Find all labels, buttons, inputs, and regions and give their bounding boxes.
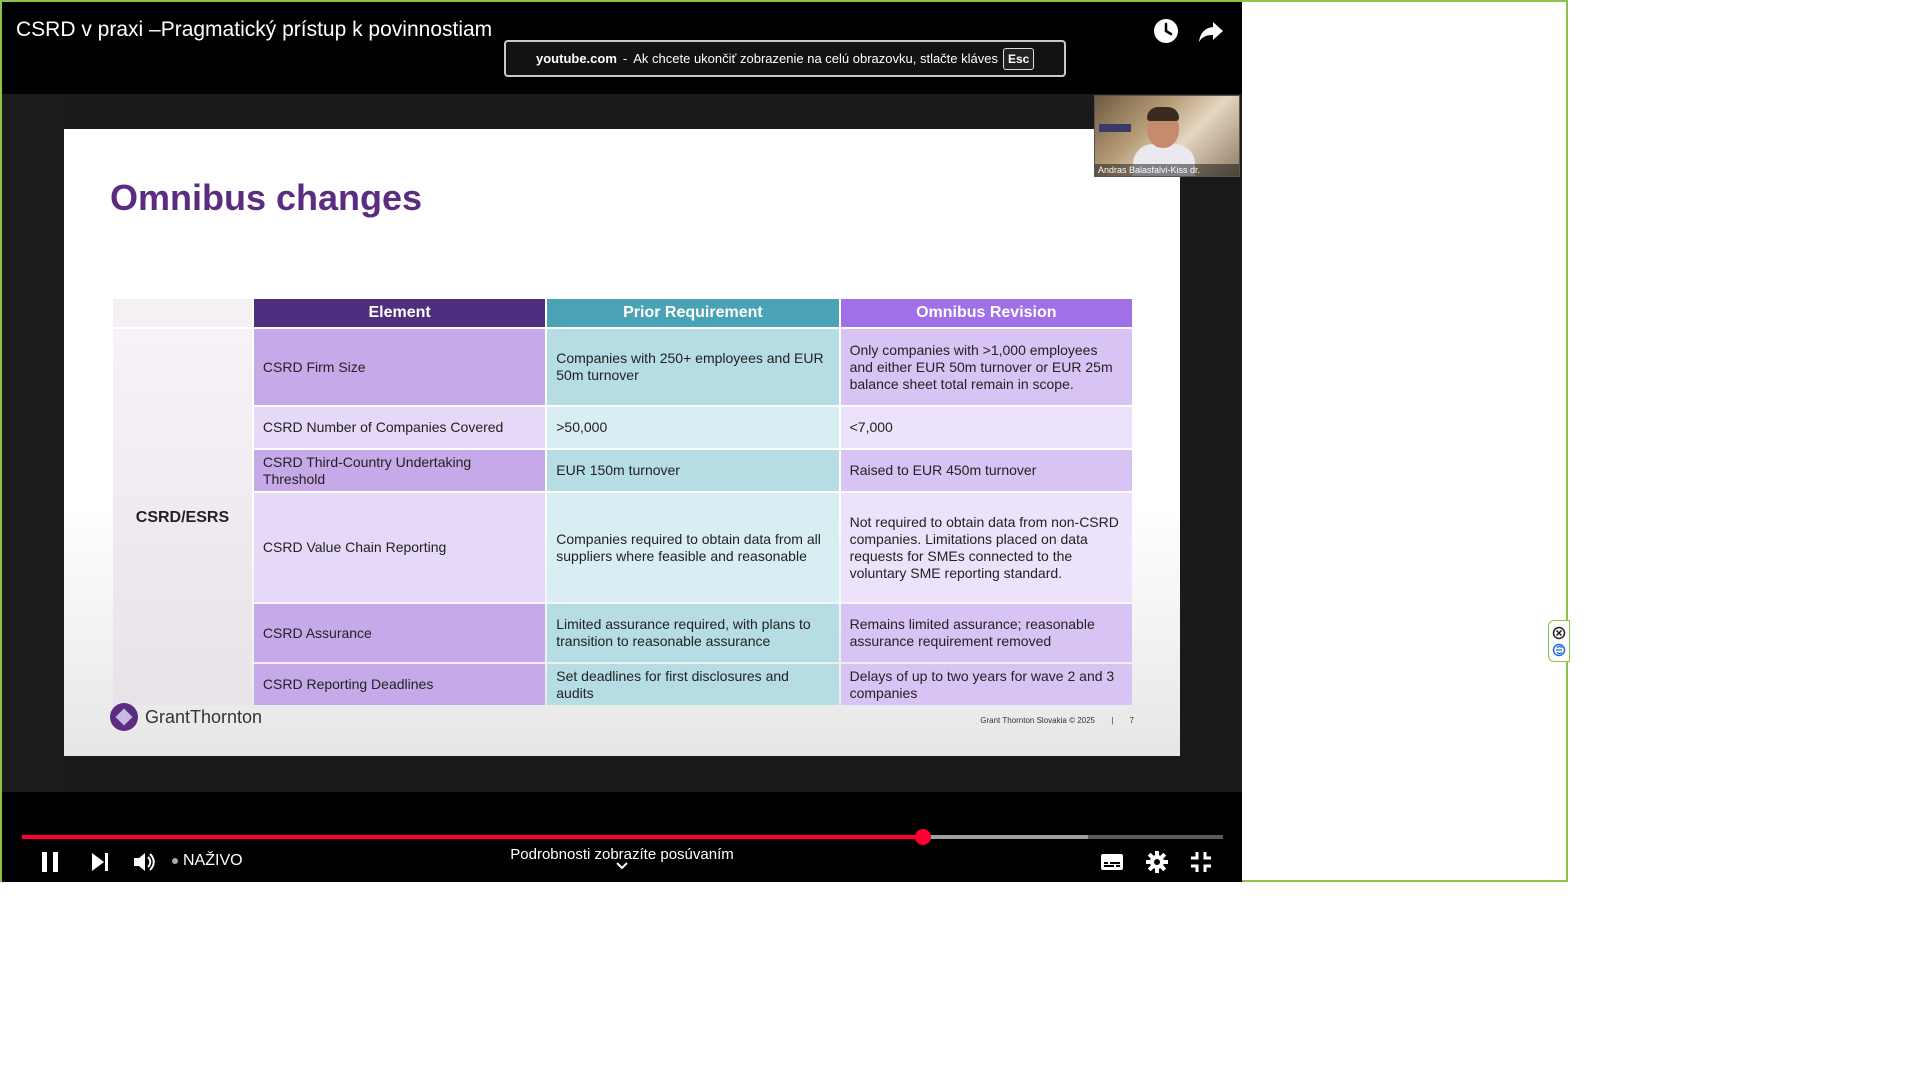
speaker-hair [1147,107,1179,121]
table-header-row [113,299,1132,327]
slide-footer [980,716,1134,725]
extension-icon [1554,645,1565,656]
volume-button[interactable] [130,848,158,876]
notice-message: Ak chcete ukončiť zobrazenie na celú obrazovku, stlačte kláves [633,51,998,66]
header-blank [113,299,252,327]
esc-key: Esc [1003,48,1034,70]
revision-cell: Raised to EUR 450m turnover [841,450,1132,491]
prior-cell: EUR 150m turnover [547,450,838,491]
notice-separator: - [622,51,628,66]
grant-thornton-logo-icon [110,703,138,731]
share-icon[interactable] [1196,16,1226,46]
grant-thornton-logo [110,703,262,731]
settings-button[interactable] [1143,848,1171,876]
revision-cell: <7,000 [841,407,1132,448]
video-letterbox [2,94,64,792]
live-indicator[interactable] [172,852,243,870]
video-title[interactable]: CSRD v praxi –Pragmatický prístup k povinnostiam [16,18,493,41]
table-row [113,604,1132,662]
extension-side-panel[interactable] [1548,620,1570,662]
footer-company: Grant Thornton Slovakia [980,716,1067,725]
volume-icon [132,851,156,873]
exit-fullscreen-icon [1190,851,1212,873]
revision-cell: Not required to obtain data from non-CSRD companies. Limitations placed on data requests for SMEs connected to the voluntary SME reporting standard. [841,493,1132,602]
table-row [113,493,1132,602]
element-cell: CSRD Firm Size [254,329,545,405]
live-dot [172,858,178,864]
webcam-name-label: Andras Balasfalvi-Kiss dr. [1095,164,1239,176]
pause-icon [39,850,61,874]
close-icon [1554,628,1565,639]
revision-cell: Remains limited assurance; reasonable assurance requirement removed [841,604,1132,662]
footer-copyright: © 2025 [1069,716,1095,725]
header-omnibus-revision: Omnibus Revision [841,299,1132,327]
subtitles-button[interactable] [1098,848,1126,876]
header-prior-requirement: Prior Requirement [547,299,838,327]
table-row [113,450,1132,491]
slide-title: Omnibus changes [110,177,423,218]
footer-page-number: 7 [1129,716,1134,725]
next-icon [89,851,111,873]
progress-played [22,835,923,839]
revision-cell: Only companies with >1,000 employees and either EUR 50m turnover or EUR 25m balance sheet total remain in scope. [841,329,1132,405]
element-cell: CSRD Reporting Deadlines [254,664,545,705]
fullscreen-notice [504,40,1066,77]
scroll-hint[interactable] [472,846,772,871]
next-button[interactable] [86,848,114,876]
revision-cell: Delays of up to two years for wave 2 and 3 companies [841,664,1132,705]
prior-cell: Set deadlines for first disclosures and audits [547,664,838,705]
progress-scrubber[interactable] [915,829,931,845]
settings-icon [1146,851,1168,873]
video-player[interactable] [2,2,1242,882]
omnibus-table [111,297,1134,707]
footer-divider: | [1111,716,1114,725]
element-cell: CSRD Assurance [254,604,545,662]
progress-bar[interactable] [22,835,1223,839]
table-row [113,329,1132,405]
live-label: NAŽIVO [183,852,243,869]
watch-later-icon[interactable] [1151,16,1181,46]
prior-cell: Companies with 250+ employees and EUR 50m turnover [547,329,838,405]
header-element: Element [254,299,545,327]
element-cell: CSRD Value Chain Reporting [254,493,545,602]
notice-domain: youtube.com [536,51,617,66]
webcam-background-logo [1099,124,1131,132]
element-cell: CSRD Number of Companies Covered [254,407,545,448]
logo-text: GrantThornton [145,706,263,727]
table-row [113,664,1132,705]
element-cell: CSRD Third-Country Undertaking Threshold [254,450,545,491]
exit-fullscreen-button[interactable] [1187,848,1215,876]
subtitles-icon [1100,853,1124,871]
prior-cell: Companies required to obtain data from all suppliers where feasible and reasonable [547,493,838,602]
group-label: CSRD/ESRS [113,329,252,705]
table-row [113,407,1132,448]
prior-cell: Limited assurance required, with plans to transition to reasonable assurance [547,604,838,662]
speaker-webcam [1094,95,1240,177]
prior-cell: >50,000 [547,407,838,448]
scroll-hint-text: Podrobnosti zobrazíte posúvaním [510,846,734,863]
pause-button[interactable] [36,848,64,876]
presentation-slide [64,129,1180,756]
